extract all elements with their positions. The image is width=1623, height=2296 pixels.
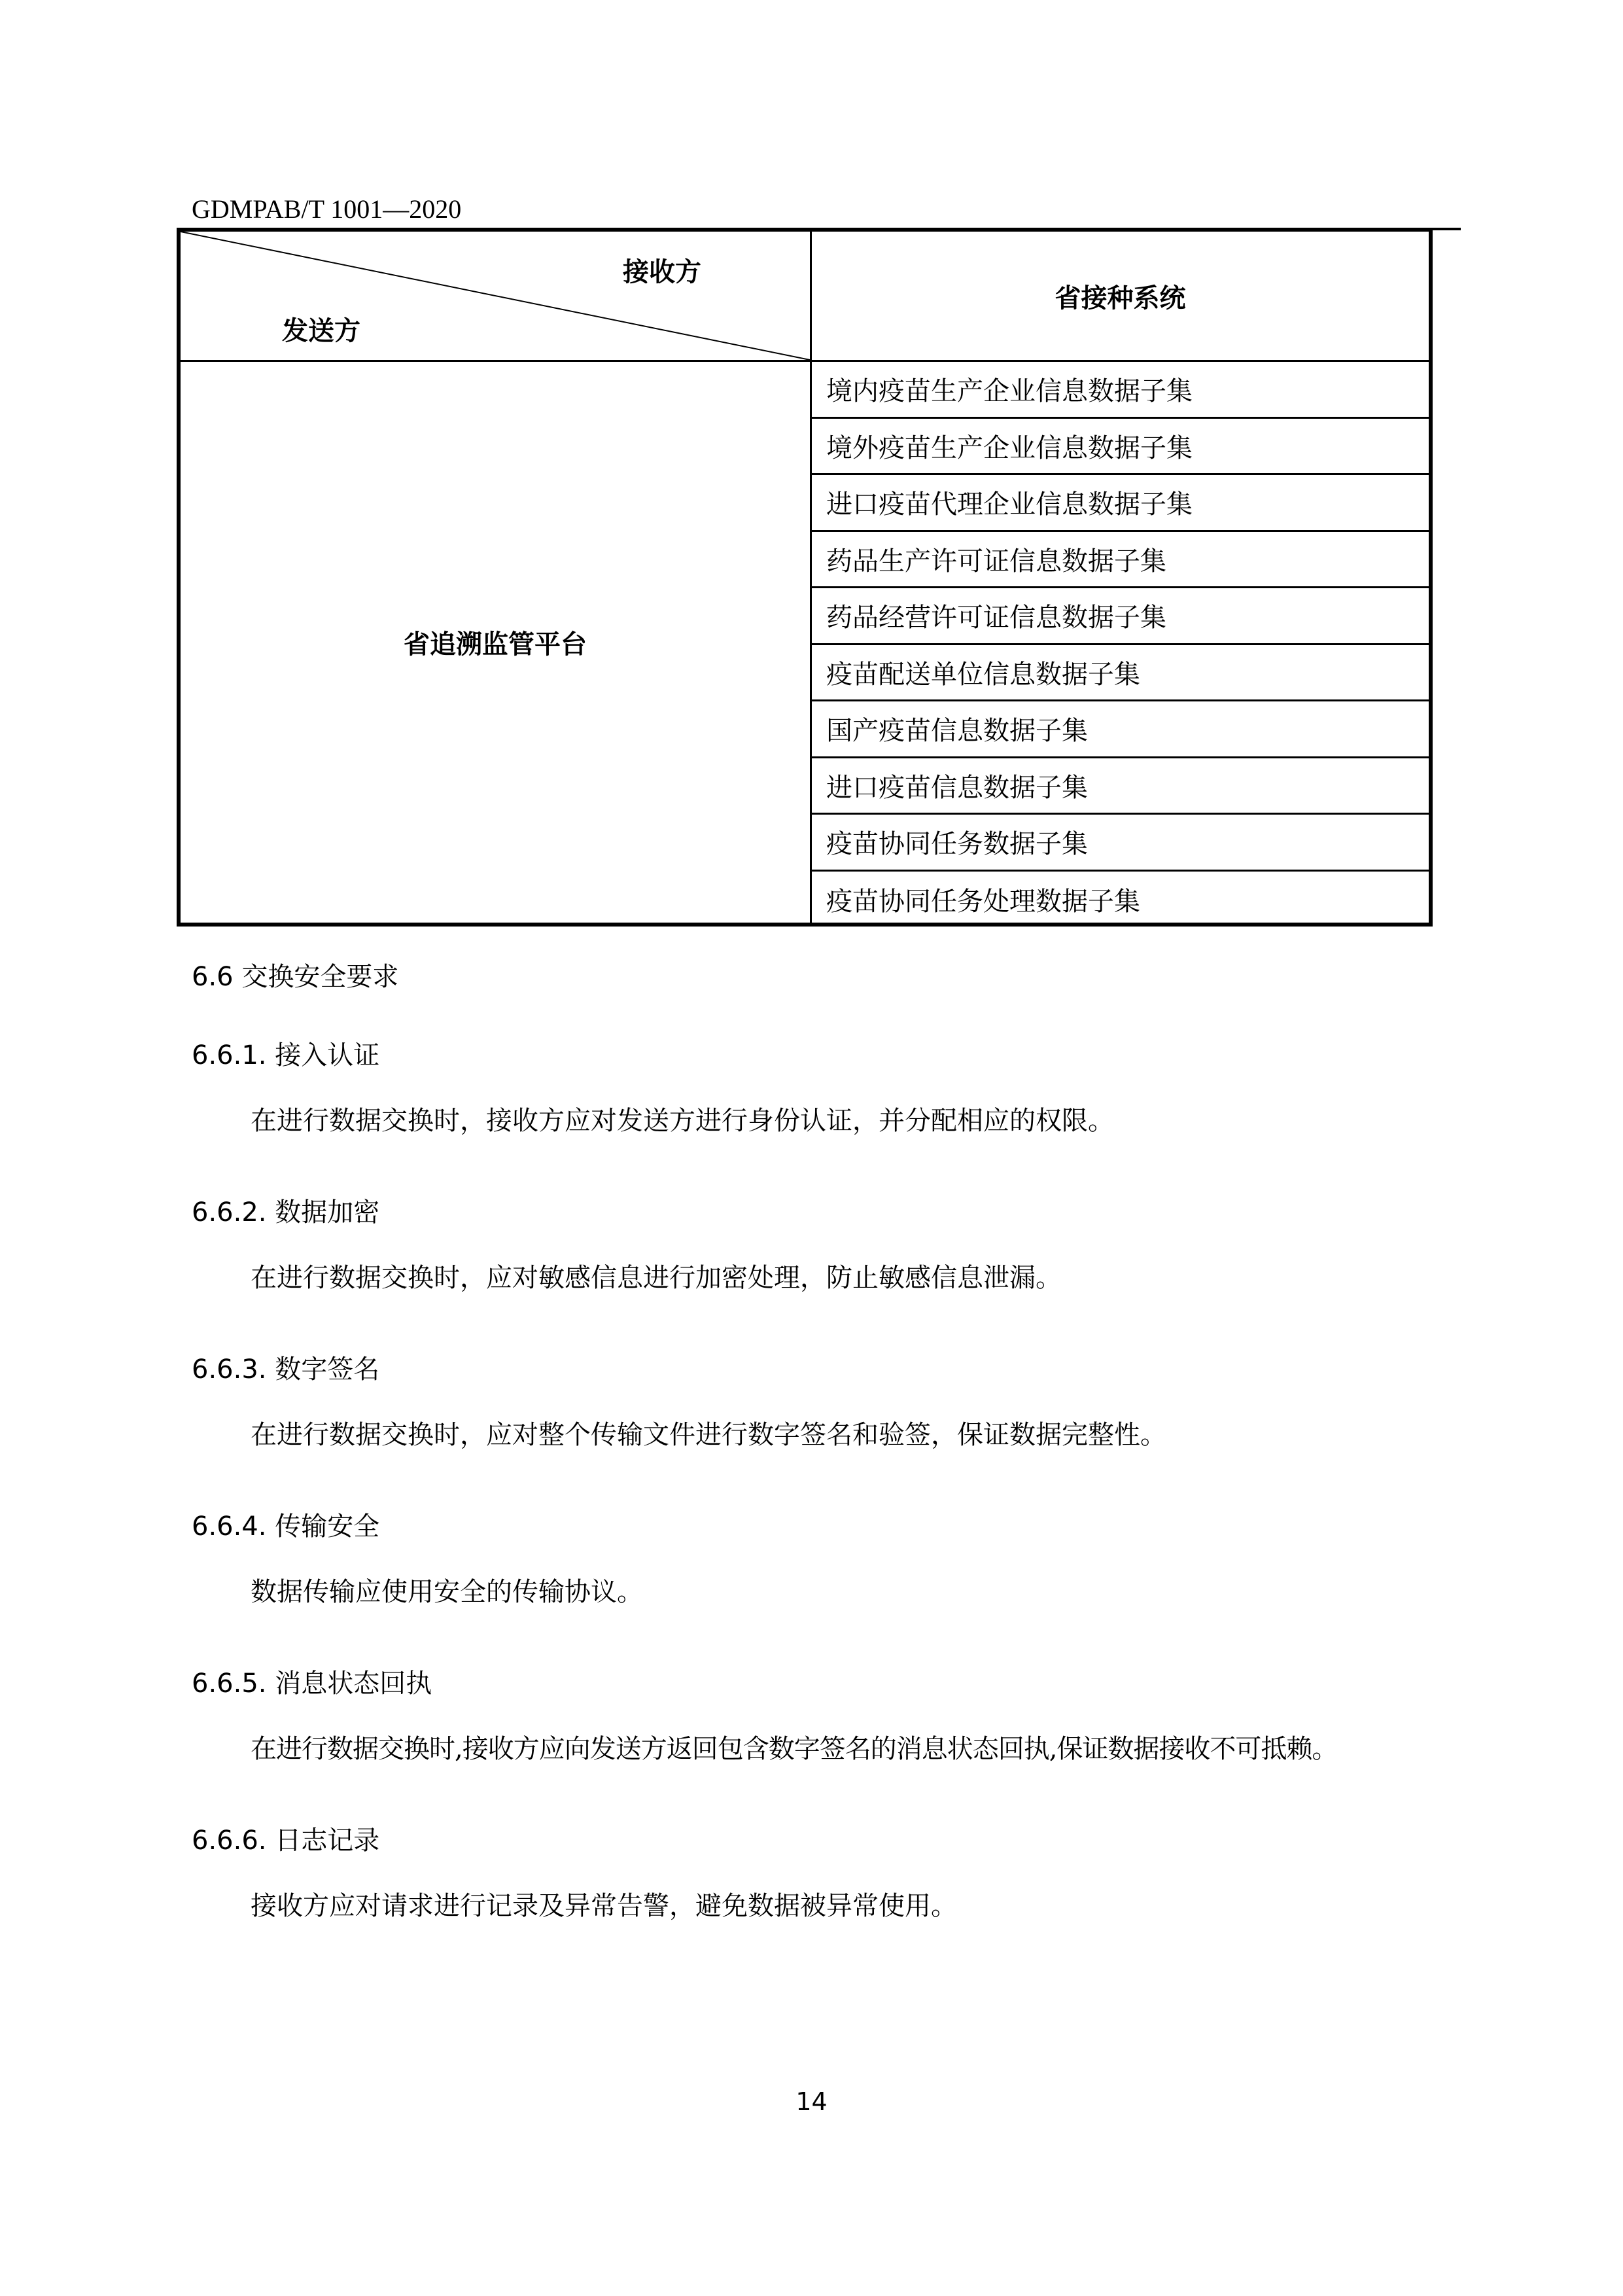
section-body-6-6-3: 在进行数据交换时，应对整个传输文件进行数字签名和验签，保证数据完整性。 [251, 1420, 1166, 1450]
section-heading-6-6-3: 6.6.3. 数字签名 [192, 1354, 380, 1385]
table-row: 疫苗协同任务处理数据子集 [826, 887, 1140, 917]
table-row: 药品经营许可证信息数据子集 [812, 588, 1429, 645]
diagonal-header-line [181, 232, 810, 360]
table-row: 国产疫苗信息数据子集 [812, 701, 1429, 758]
table-row: 药品生产许可证信息数据子集 [812, 532, 1429, 589]
table-row: 境内疫苗生产企业信息数据子集 [812, 362, 1429, 419]
table-row: 疫苗协同任务数据子集 [812, 815, 1429, 872]
table-row: 进口疫苗信息数据子集 [812, 758, 1429, 815]
section-body-6-6-1: 在进行数据交换时，接收方应对发送方进行身份认证，并分配相应的权限。 [251, 1106, 1114, 1136]
table-row: 境外疫苗生产企业信息数据子集 [812, 419, 1429, 476]
header-receiving-system: 省接种系统 [1055, 283, 1186, 313]
section-heading-6-6-6: 6.6.6. 日志记录 [192, 1826, 380, 1856]
page-number: 14 [795, 2087, 828, 2116]
section-body-6-6-5: 在进行数据交换时,接收方应向发送方返回包含数字签名的消息状态回执,保证数据接收不可抵赖。 [251, 1734, 1338, 1764]
section-heading-6-6-4: 6.6.4. 传输安全 [192, 1511, 380, 1542]
exchange-table [177, 228, 1433, 927]
dataset-list [812, 362, 1429, 928]
section-body-6-6-6: 接收方应对请求进行记录及异常告警，避免数据被异常使用。 [251, 1891, 957, 1921]
standard-code: GDMPAB/T 1001—2020 [192, 194, 462, 224]
header-receiver: 接收方 [623, 257, 701, 287]
section-heading-6-6: 6.6 交换安全要求 [192, 962, 399, 992]
section-heading-6-6-2: 6.6.2. 数据加密 [192, 1197, 380, 1227]
section-body-6-6-4: 数据传输应使用安全的传输协议。 [251, 1577, 643, 1607]
table-row: 进口疫苗代理企业信息数据子集 [812, 475, 1429, 532]
section-body-6-6-2: 在进行数据交换时，应对敏感信息进行加密处理，防止敏感信息泄漏。 [251, 1263, 1062, 1293]
header-sender: 发送方 [282, 316, 360, 346]
section-heading-6-6-1: 6.6.1. 接入认证 [192, 1040, 380, 1070]
sender-platform-cell: 省追溯监管平台 [404, 629, 587, 660]
section-heading-6-6-5: 6.6.5. 消息状态回执 [192, 1669, 432, 1699]
table-row: 疫苗配送单位信息数据子集 [812, 645, 1429, 702]
